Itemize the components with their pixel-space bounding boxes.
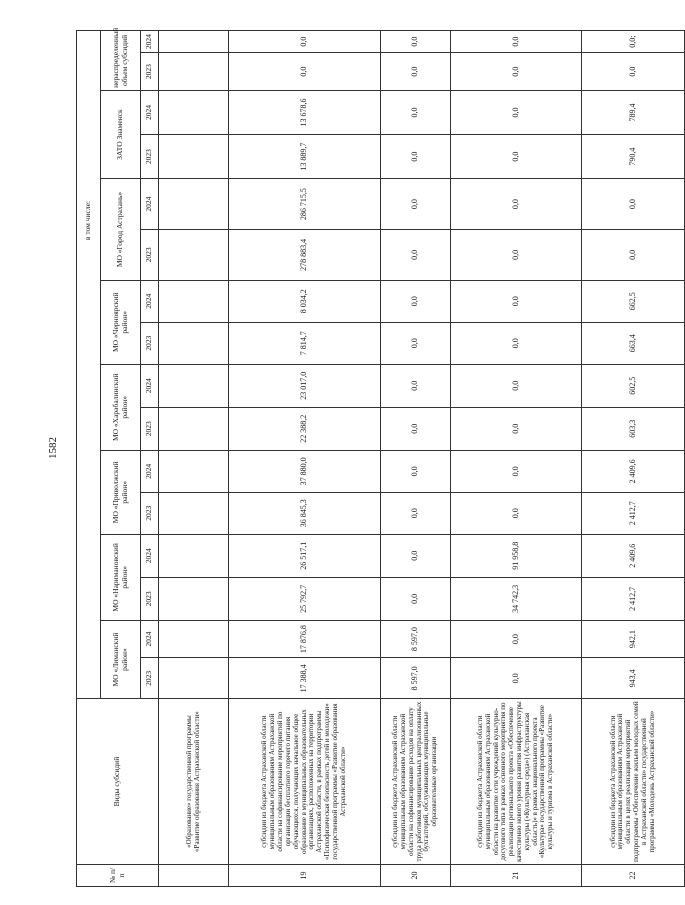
row-number: 19: [229, 864, 381, 886]
page-number: 1582: [47, 437, 59, 459]
header-year-6-0: 2023: [141, 135, 159, 179]
value-cell: [159, 577, 229, 620]
value-cell: [159, 534, 229, 577]
value-cell: 13 889,7: [229, 135, 381, 179]
rotated-table-wrapper: [76, 27, 656, 887]
value-cell: 943,4: [582, 658, 685, 699]
value-cell: 2 412,7: [582, 492, 685, 534]
value-cell: 0,0: [451, 492, 582, 534]
header-year-7-0: 2023: [141, 53, 159, 91]
value-cell: 0,0;: [582, 31, 685, 53]
value-cell: 22 388,2: [229, 407, 381, 450]
value-cell: 0,0: [381, 322, 451, 364]
header-in-that-number: в том числе:: [77, 31, 101, 699]
value-cell: 17 876,8: [229, 620, 381, 658]
header-year-2-1: 2024: [141, 450, 159, 492]
value-cell: 34 742,3: [451, 577, 582, 620]
header-group-6: ЗАТО Знаменск: [101, 90, 141, 178]
value-cell: 0,0: [381, 364, 451, 407]
value-cell: 0,0: [381, 230, 451, 281]
value-cell: 942,1: [582, 620, 685, 658]
header-year-5-1: 2024: [141, 179, 159, 230]
value-cell: 37 880,0: [229, 450, 381, 492]
header-year-4-1: 2024: [141, 280, 159, 322]
value-cell: 8 597,0: [381, 658, 451, 699]
value-cell: 0,0: [381, 31, 451, 53]
value-cell: 2 409,6: [582, 534, 685, 577]
value-cell: 0,0: [451, 230, 582, 281]
table-row: [229, 31, 381, 887]
value-cell: 36 845,3: [229, 492, 381, 534]
header-year-0-0: 2023: [141, 658, 159, 699]
value-cell: 13 678,6: [229, 90, 381, 134]
value-cell: 0,0: [381, 407, 451, 450]
header-group-5: МО «Город Астрахань»: [101, 179, 141, 281]
value-cell: 26 517,1: [229, 534, 381, 577]
value-cell: 0,0: [451, 135, 582, 179]
value-cell: 0,0: [582, 230, 685, 281]
value-cell: 0,0: [381, 53, 451, 91]
value-cell: 662,5: [582, 280, 685, 322]
value-cell: 0,0: [229, 31, 381, 53]
value-cell: 8 034,2: [229, 280, 381, 322]
header-desc: Виды субсидий: [77, 699, 159, 865]
value-cell: 0,0: [229, 53, 381, 91]
value-cell: 0,0: [381, 90, 451, 134]
value-cell: [159, 135, 229, 179]
table-row: [159, 31, 229, 887]
header-year-4-0: 2023: [141, 322, 159, 364]
row-description: «Образование» государственной программы «Развитие образования Астраханской области»: [159, 699, 229, 865]
value-cell: 0,0: [451, 280, 582, 322]
header-row-top: [77, 31, 101, 887]
value-cell: 0,0: [381, 577, 451, 620]
value-cell: [159, 230, 229, 281]
value-cell: 0,0: [451, 620, 582, 658]
value-cell: 7 814,7: [229, 322, 381, 364]
value-cell: 602,5: [582, 364, 685, 407]
value-cell: 790,4: [582, 135, 685, 179]
value-cell: 0,0: [451, 364, 582, 407]
table-row: [582, 31, 685, 887]
header-group-2: МО «Приволжский район»: [101, 450, 141, 534]
value-cell: 0,0: [451, 31, 582, 53]
header-year-2-0: 2023: [141, 492, 159, 534]
value-cell: 8 597,0: [381, 620, 451, 658]
header-group-3: МО «Харабалинский район»: [101, 364, 141, 450]
value-cell: 0,0: [451, 450, 582, 492]
header-year-3-1: 2024: [141, 364, 159, 407]
header-group-0: МО «Лиманский район»: [101, 620, 141, 698]
value-cell: [159, 31, 229, 53]
header-year-3-0: 2023: [141, 407, 159, 450]
row-number: 21: [451, 864, 582, 886]
table-row: [451, 31, 582, 887]
value-cell: 2 412,7: [582, 577, 685, 620]
value-cell: 789,4: [582, 90, 685, 134]
header-year-5-0: 2023: [141, 230, 159, 281]
value-cell: 0,0: [381, 179, 451, 230]
value-cell: 0,0: [451, 90, 582, 134]
value-cell: 278 883,4: [229, 230, 381, 281]
value-cell: 17 388,4: [229, 658, 381, 699]
row-description: субсидии из бюджета Астраханской области муниципальным образованиям Астраханской области на развитие сети учреждений культурно-досугового типа в рамках основного мероприятия по реализации регионального проекта «Обеспечение качественно нового уровня развития инфраструктуры культуры («Культурная среда») (Астраханская область)» в рамках национального проекта «Культура» государственной программы «Развитие культуры и туризма в Астраханской области»: [451, 699, 582, 865]
value-cell: 0,0: [381, 492, 451, 534]
header-year-0-1: 2024: [141, 620, 159, 658]
row-description: субсидии из бюджета Астраханской области муниципальным образованиям Астраханской области на софинансирование мероприятий по организации бесплатного горячего питания обучающихся, получающих начальное общее образование в муниципальных образовательных организациях, расположенных на территории Астраханской области, в рамках подпрограммы «Психофизическая безопасность детей и молодежи» государственной программы «Развитие образования Астраханской области»: [229, 699, 381, 865]
value-cell: [159, 364, 229, 407]
value-cell: [159, 179, 229, 230]
value-cell: 0,0: [381, 534, 451, 577]
value-cell: [159, 53, 229, 91]
value-cell: 603,3: [582, 407, 685, 450]
row-number: [159, 864, 229, 886]
header-year-1-0: 2023: [141, 577, 159, 620]
value-cell: 663,4: [582, 322, 685, 364]
value-cell: 0,0: [381, 450, 451, 492]
row-description: субсидии из бюджета Астраханской области муниципальным образованиям Астраханской области в целях реализации мероприятий подпрограммы «Обеспечение жильем молодых семей в Астраханской области» государственной программы «Молодежь Астраханской области»: [582, 699, 685, 865]
value-cell: 0,0: [381, 280, 451, 322]
value-cell: [159, 407, 229, 450]
value-cell: [159, 90, 229, 134]
value-cell: 25 792,7: [229, 577, 381, 620]
value-cell: 0,0: [451, 407, 582, 450]
table-row: [381, 31, 451, 887]
value-cell: 0,0: [451, 179, 582, 230]
row-number: 22: [582, 864, 685, 886]
value-cell: [159, 620, 229, 658]
header-year-6-1: 2024: [141, 90, 159, 134]
header-year-7-1: 2024: [141, 31, 159, 53]
value-cell: [159, 280, 229, 322]
header-group-7: нераспределенный объем субсидий: [101, 31, 141, 91]
row-description: субсидии из бюджета Астраханской области муниципальным образованиям Астраханской области на софинансирование расходов на оплату труда работников муниципальных централизованных бухгалтерий, обслуживающих муниципальные образовательные организации: [381, 699, 451, 865]
value-cell: 0,0: [381, 135, 451, 179]
value-cell: 23 017,0: [229, 364, 381, 407]
value-cell: [159, 658, 229, 699]
value-cell: 0,0: [582, 179, 685, 230]
value-cell: 286 715,5: [229, 179, 381, 230]
value-cell: 0,0: [451, 322, 582, 364]
header-num: № п/п: [77, 864, 159, 886]
value-cell: [159, 450, 229, 492]
row-number: 20: [381, 864, 451, 886]
value-cell: 0,0: [582, 53, 685, 91]
value-cell: 0,0: [451, 53, 582, 91]
header-year-1-1: 2024: [141, 534, 159, 577]
subsidy-table: [76, 27, 685, 887]
value-cell: [159, 492, 229, 534]
header-group-4: МО «Черноярский район»: [101, 280, 141, 364]
value-cell: [159, 322, 229, 364]
value-cell: 91 958,8: [451, 534, 582, 577]
value-cell: 0,0: [451, 658, 582, 699]
value-cell: 2 409,6: [582, 450, 685, 492]
header-group-1: МО «Наримановский район»: [101, 534, 141, 620]
